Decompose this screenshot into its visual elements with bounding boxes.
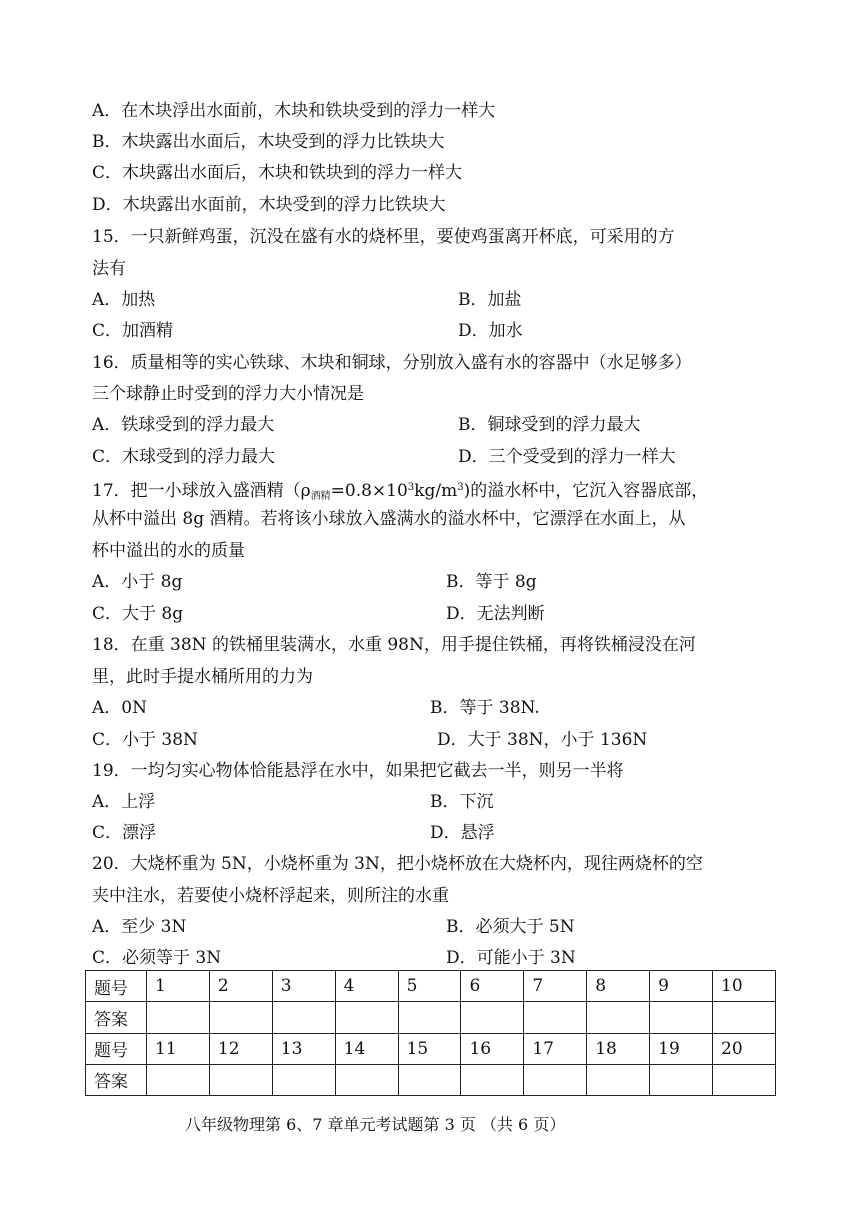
q15-option-d: D．加水 xyxy=(458,321,523,341)
q17-stem-line1 xyxy=(92,477,708,508)
answer-cell xyxy=(713,1002,776,1033)
question-number-cell: 2 xyxy=(209,971,272,1002)
table-row-answers-1 xyxy=(86,1002,776,1033)
q14-option-c: C．木块露出水面后，木块和铁块到的浮力一样大 xyxy=(92,163,463,183)
question-number-cell: 3 xyxy=(272,971,335,1002)
q16-option-b: B．铜球受到的浮力最大 xyxy=(458,415,641,435)
q20-option-d: D．可能小于 3N xyxy=(446,948,576,968)
q17-stem-line3: 杯中溢出的水的质量 xyxy=(92,541,245,561)
q17-stem-value: =0.8×10 xyxy=(330,481,408,501)
answer-cell xyxy=(147,1002,210,1033)
answer-cell xyxy=(147,1064,210,1095)
q16-option-a: A．铁球受到的浮力最大 xyxy=(92,415,275,435)
q15-option-c: C．加酒精 xyxy=(92,321,174,341)
q16-stem-line1: 16．质量相等的实心铁球、木块和铜球，分别放入盛有水的容器中（水足够多） xyxy=(92,353,692,373)
q18-option-c: C．小于 38N xyxy=(92,730,198,750)
q15-option-b: B．加盐 xyxy=(458,290,522,310)
q17-option-a: A．小于 8g xyxy=(92,572,183,592)
q17-stem-post: )的溢水杯中，它沉入容器底部， xyxy=(463,481,709,501)
q18-stem-line2: 里，此时手提水桶所用的力为 xyxy=(92,667,313,687)
answer-cell xyxy=(398,1064,461,1095)
answer-table xyxy=(85,970,776,1096)
question-number-cell: 5 xyxy=(398,971,461,1002)
answer-cell xyxy=(461,1064,524,1095)
question-number-cell: 8 xyxy=(587,971,650,1002)
q17-stem-line2: 从杯中溢出 8g 酒精。若将该小球放入盛满水的溢水杯中，它漂浮在水面上，从 xyxy=(92,509,686,529)
question-number-cell: 13 xyxy=(272,1033,335,1064)
question-number-cell: 1 xyxy=(147,971,210,1002)
q20-option-a: A．至少 3N xyxy=(92,917,187,937)
q17-option-b: B．等于 8g xyxy=(446,572,537,592)
question-number-cell: 10 xyxy=(713,971,776,1002)
q18-option-b: B．等于 38N. xyxy=(430,698,540,718)
question-number-cell: 7 xyxy=(524,971,587,1002)
q18-option-d: D．大于 38N，小于 136N xyxy=(437,730,648,750)
table-label-number: 题号 xyxy=(86,1033,147,1064)
question-number-cell: 16 xyxy=(461,1033,524,1064)
page-footer: 八年级物理第 6、7 章单元考试题第 3 页 （共 6 页） xyxy=(185,1115,566,1134)
table-label-number: 题号 xyxy=(86,971,147,1002)
answer-cell xyxy=(209,1064,272,1095)
exponent-3: 3 xyxy=(407,482,415,493)
q14-option-b: B．木块露出水面后，木块受到的浮力比铁块大 xyxy=(92,132,445,152)
table-label-answer: 答案 xyxy=(86,1002,147,1033)
q15-stem-line2: 法有 xyxy=(92,259,126,279)
question-number-cell: 12 xyxy=(209,1033,272,1064)
q18-option-a: A．0N xyxy=(92,698,147,718)
answer-cell xyxy=(272,1002,335,1033)
q17-option-c: C．大于 8g xyxy=(92,604,184,624)
rho-subscript: 酒精 xyxy=(310,491,331,502)
question-number-cell: 20 xyxy=(713,1033,776,1064)
answer-cell xyxy=(650,1064,713,1095)
answer-cell xyxy=(587,1064,650,1095)
q20-stem-line2: 夹中注水，若要使小烧杯浮起来，则所注的水重 xyxy=(92,886,449,906)
q14-option-d: D．木块露出水面前，木块受到的浮力比铁块大 xyxy=(92,195,446,215)
question-number-cell: 17 xyxy=(524,1033,587,1064)
answer-cell xyxy=(398,1002,461,1033)
q15-option-a: A．加热 xyxy=(92,290,156,310)
question-number-cell: 19 xyxy=(650,1033,713,1064)
q17-option-d: D．无法判断 xyxy=(446,604,545,624)
q16-option-d: D．三个受受到的浮力一样大 xyxy=(458,447,676,467)
answer-cell xyxy=(461,1002,524,1033)
answer-cell xyxy=(524,1002,587,1033)
q20-option-c: C．必须等于 3N xyxy=(92,948,222,968)
table-row-numbers-2 xyxy=(86,1033,776,1064)
q14-option-a: A．在木块浮出水面前，木块和铁块受到的浮力一样大 xyxy=(92,101,496,121)
q17-stem-unit: kg/m xyxy=(414,481,458,501)
answer-cell xyxy=(272,1064,335,1095)
q15-stem-line1: 15．一只新鲜鸡蛋，沉没在盛有水的烧杯里，要使鸡蛋离开杯底，可采用的方 xyxy=(92,227,675,247)
table-row-answers-2 xyxy=(86,1064,776,1095)
answer-cell xyxy=(650,1002,713,1033)
answer-cell xyxy=(209,1002,272,1033)
q19-option-c: C．漂浮 xyxy=(92,823,157,843)
q18-stem-line1: 18．在重 38N 的铁桶里装满水，水重 98N，用手提住铁桶，再将铁桶浸没在河 xyxy=(92,635,696,655)
answer-cell xyxy=(335,1064,398,1095)
question-number-cell: 14 xyxy=(335,1033,398,1064)
question-number-cell: 6 xyxy=(461,971,524,1002)
table-row-numbers-1 xyxy=(86,971,776,1002)
q17-stem-pre: 17．把一小球放入盛酒精（ρ xyxy=(92,481,311,501)
answer-cell xyxy=(713,1064,776,1095)
q16-option-c: C．木球受到的浮力最大 xyxy=(92,447,276,467)
unit-exponent-3: 3 xyxy=(457,482,464,493)
q16-stem-line2: 三个球静止时受到的浮力大小情况是 xyxy=(92,384,364,404)
q19-option-a: A．上浮 xyxy=(92,792,156,812)
answer-cell xyxy=(335,1002,398,1033)
question-number-cell: 11 xyxy=(147,1033,210,1064)
question-number-cell: 18 xyxy=(587,1033,650,1064)
question-number-cell: 15 xyxy=(398,1033,461,1064)
q19-option-d: D．悬浮 xyxy=(430,823,495,843)
answer-cell xyxy=(587,1002,650,1033)
question-number-cell: 9 xyxy=(650,971,713,1002)
question-number-cell: 4 xyxy=(335,971,398,1002)
table-label-answer: 答案 xyxy=(86,1064,147,1095)
q20-stem-line1: 20．大烧杯重为 5N，小烧杯重为 3N，把小烧杯放在大烧杯内，现往两烧杯的空 xyxy=(92,854,703,874)
q19-stem-line1: 19．一均匀实心物体恰能悬浮在水中，如果把它截去一半，则另一半将 xyxy=(92,761,624,781)
q19-option-b: B．下沉 xyxy=(430,792,494,812)
answer-cell xyxy=(524,1064,587,1095)
q20-option-b: B．必须大于 5N xyxy=(446,917,575,937)
